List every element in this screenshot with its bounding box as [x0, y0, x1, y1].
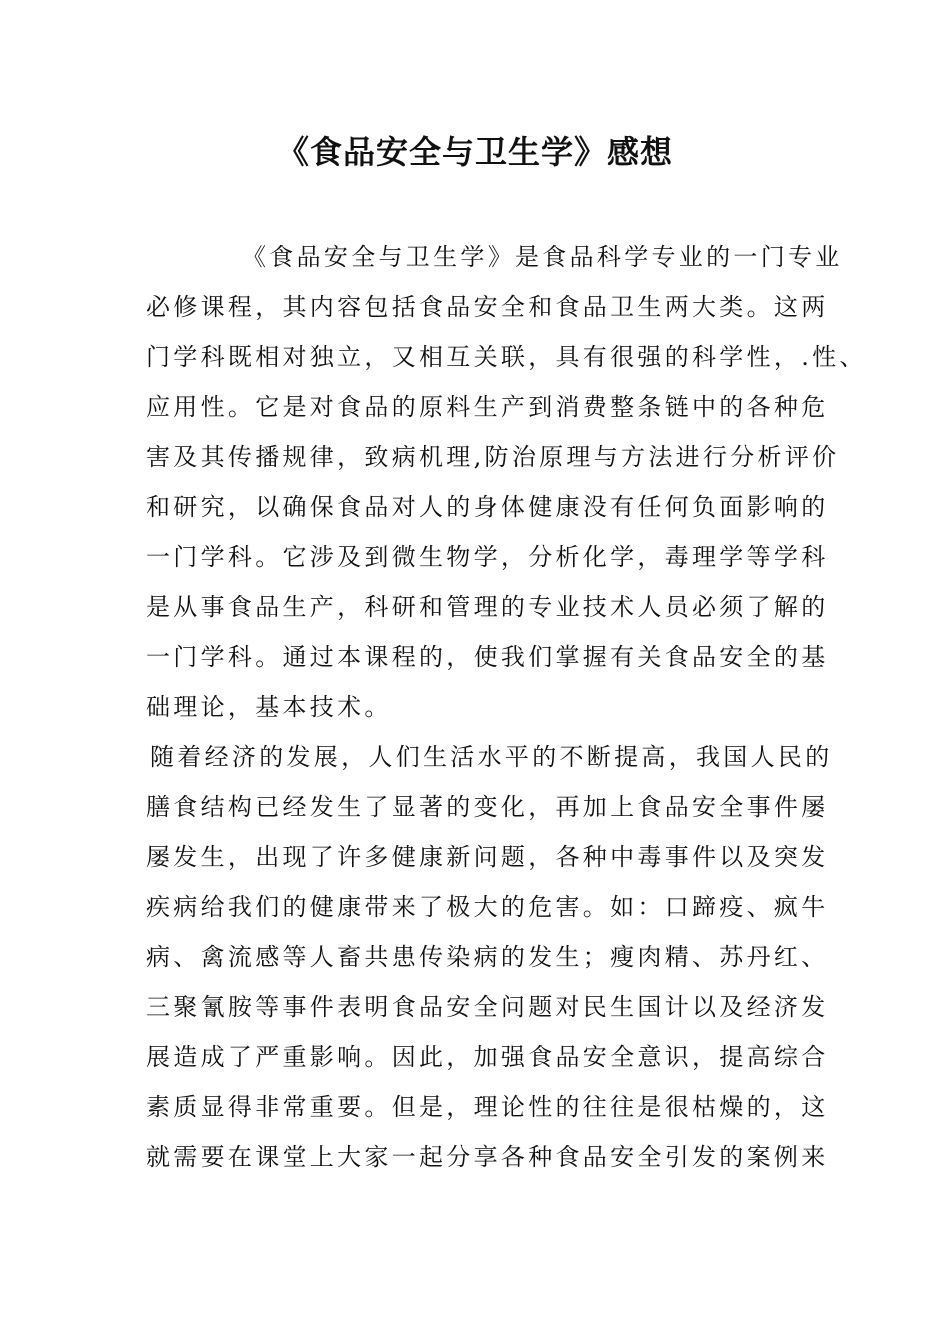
body-line: 素质显得非常重要。但是，理论性的往往是很枯燥的，这 [146, 1093, 829, 1121]
body-line: 是从事食品生产，科研和管理的专业技术人员必须了解的 [146, 593, 829, 621]
body-line: 病、禽流感等人畜共患传染病的发生；瘦肉精、苏丹红、 [146, 943, 829, 971]
body-line: 随着经济的发展，人们生活水平的不断提高，我国人民的 [150, 743, 833, 771]
body-line: 应用性。它是对食品的原料生产到消费整条链中的各种危 [146, 393, 829, 421]
body-line: 《食品安全与卫生学》是食品科学专业的一门专业 [242, 243, 843, 271]
body-line: 展造成了严重影响。因此，加强食品安全意识，提高综合 [146, 1043, 829, 1071]
body-line: 就需要在课堂上大家一起分享各种食品安全引发的案例来 [146, 1143, 829, 1171]
body-line: 础理论，基本技术。 [146, 693, 392, 721]
body-line: 屡发生，出现了许多健康新问题，各种中毒事件以及突发 [146, 843, 829, 871]
document-title: 《食品安全与卫生学》感想 [276, 133, 673, 171]
body-line: 必修课程，其内容包括食品安全和食品卫生两大类。这两 [146, 293, 829, 321]
body-line: 和研究，以确保食品对人的身体健康没有任何负面影响的 [146, 493, 829, 521]
body-line: 一门学科。它涉及到微生物学，分析化学，毒理学等学科 [146, 543, 829, 571]
body-line: 疾病给我们的健康带来了极大的危害。如：口蹄疫、疯牛 [146, 893, 829, 921]
body-line: 害及其传播规律，致病机理,防治原理与方法进行分析评价 [146, 443, 840, 471]
body-line: 膳食结构已经发生了显著的变化，再加上食品安全事件屡 [146, 793, 829, 821]
body-line: 一门学科。通过本课程的，使我们掌握有关食品安全的基 [146, 643, 829, 671]
body-line: 三聚氰胺等事件表明食品安全问题对民生国计以及经济发 [146, 993, 829, 1021]
body-line: 门学科既相对独立，又相互关联，具有很强的科学性，.性、 [146, 343, 867, 371]
